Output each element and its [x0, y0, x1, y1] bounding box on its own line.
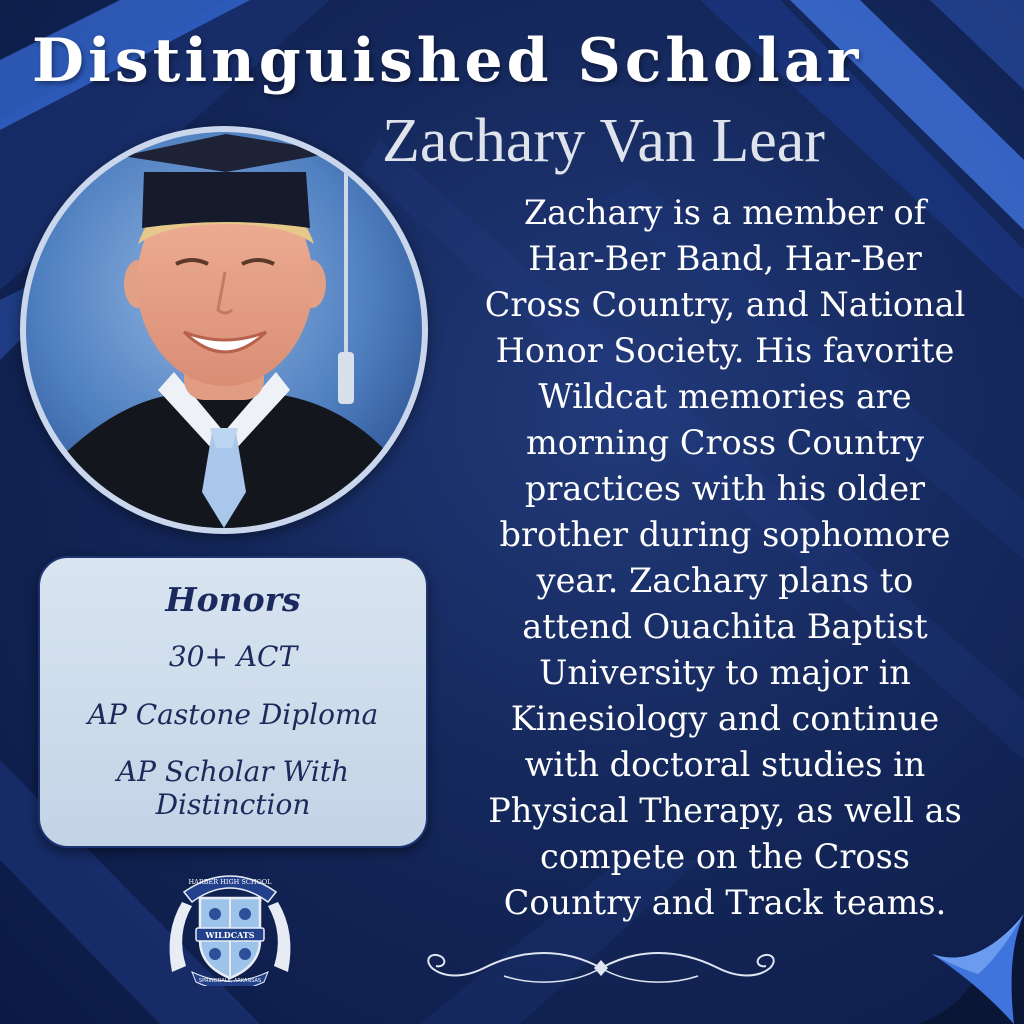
flourish-divider-icon [414, 946, 788, 990]
bio-line: University to major in [539, 653, 911, 692]
bio-line: Physical Therapy, as well as [488, 791, 962, 830]
bio-line: Har-Ber Band, Har-Ber [528, 239, 922, 278]
crest-banner: WILDCATS [205, 930, 255, 940]
honors-card [38, 556, 428, 848]
crest-top-text: HARBER HIGH SCHOOL [188, 878, 272, 886]
bio-line: Honor Society. His favorite [495, 331, 955, 370]
portrait-photo [26, 132, 422, 528]
bio-line: year. Zachary plans to [536, 561, 914, 600]
crest-bottom-text: SPRINGDALE, ARKANSAS [198, 978, 262, 984]
honors-title: Honors [165, 580, 301, 619]
scholar-name: Zachary Van Lear [382, 107, 825, 175]
page-title: Distinguished Scholar [32, 26, 863, 96]
honor-item: 30+ ACT [168, 640, 298, 673]
page-curl-icon [918, 914, 1024, 1024]
school-crest-icon [162, 862, 298, 986]
bio-line: attend Ouachita Baptist [522, 607, 928, 646]
bio-line: with doctoral studies in [524, 745, 926, 784]
bio-line: Zachary is a member of [523, 193, 927, 232]
bio-line: Kinesiology and continue [510, 699, 940, 738]
bio-line: Wildcat memories are [538, 377, 912, 416]
bio-line: Country and Track teams. [503, 883, 947, 922]
bio-line: morning Cross Country [525, 423, 925, 462]
bio-line: Cross Country, and National [484, 285, 966, 324]
bio-line: brother during sophomore [499, 515, 951, 554]
bio-paragraph [440, 190, 1010, 926]
bio-line: compete on the Cross [539, 837, 910, 876]
bio-line: practices with his older [524, 469, 926, 508]
honor-item: AP Scholar With Distinction [116, 755, 350, 821]
honor-item: AP Castone Diploma [87, 698, 379, 731]
